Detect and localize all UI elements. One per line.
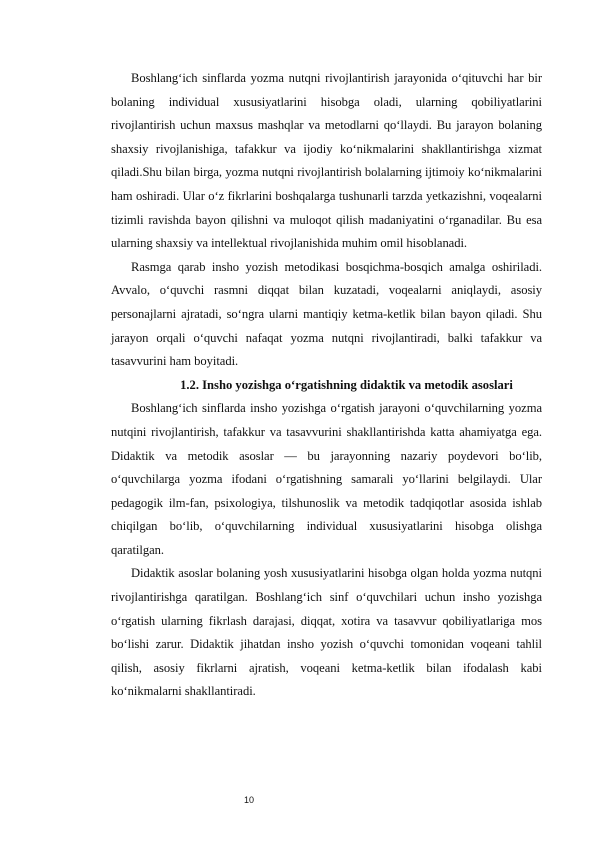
section-heading: 1.2. Insho yozishga o‘rgatishning didaktik va metodik asoslari (180, 377, 513, 392)
page-number: 10 (244, 795, 255, 805)
paragraph-2: Rasmga qarab insho yozish metodikasi bosqichma-bosqich amalga oshiriladi. Avvalo, o‘quvchi rasmni diqqat bilan kuzatadi, voqealarni aniqlaydi, asosiy personajlarni ajratadi, so‘ngra ularni mantiqiy ketma-ketlik bilan bayon qiladi. Shu jarayon orqali o‘quvchi nafaqat yozma nutqni rivojlantiradi, balki tafakkur va tasavvurini ham boyitadi. (111, 259, 542, 369)
paragraph-1: Boshlang‘ich sinflarda yozma nutqni rivojlantirish jarayonida o‘qituvchi har bir bolaning individual xususiyatlarini hisobga oladi, ularning qobiliyatlarini rivojlantirish uchun maxsus mashqlar va metodlarni qo‘llaydi. Bu jarayon bolaning shaxsiy rivojlanishiga, tafakkur va ijodiy ko‘nikmalarini shakllantirishga xizmat qiladi.Shu bilan birga, yozma nutqni rivojlantirish bolalarning ijtimoiy ko‘nikmalarini ham oshiradi. Ular o‘z fikrlarini boshqalarga tushunarli tarzda yetkazishni, voqealarni tizimli ravishda bayon qilishni va muloqot qilish madaniyatini o‘rganadilar. Bu esa ularning shaxsiy va intellektual rivojlanishida muhim omil hisoblanadi. (111, 71, 542, 251)
paragraph-3: Boshlang‘ich sinflarda insho yozishga o‘rgatish jarayoni o‘quvchilarning yozma nutqini rivojlantirish, tafakkur va tasavvurini shakllantirishda katta ahamiyatga ega. Didaktik va metodik asoslar — bu jarayonning nazariy poydevori bo‘lib, o‘quvchilarga yozma ifodani o‘rgatishning samarali yo‘llarini belgilaydi. Ular pedagogik ilm-fan, psixologiya, tilshunoslik va metodik tadqiqotlar asosida ishlab chiqilgan bo‘lib, o‘quvchilarning individual xususiyatlarini hisobga olishga qaratilgan. (111, 401, 542, 557)
document-body (111, 67, 542, 704)
paragraph-4: Didaktik asoslar bolaning yosh xususiyatlarini hisobga olgan holda yozma nutqni rivojlantirishga qaratilgan. Boshlang‘ich sinf o‘quvchilari uchun insho yozishga o‘rgatish ularning fikrlash darajasi, diqqat, xotira va tasavvur qobiliyatlariga mos bo‘lishi zarur. Didaktik jihatdan insho yozish o‘quvchi tomonidan voqeani tahlil qilish, asosiy fikrlarni ajratish, voqeani ketma-ketlik bilan ifodalash kabi ko‘nikmalarni shakllantiradi. (111, 566, 542, 699)
